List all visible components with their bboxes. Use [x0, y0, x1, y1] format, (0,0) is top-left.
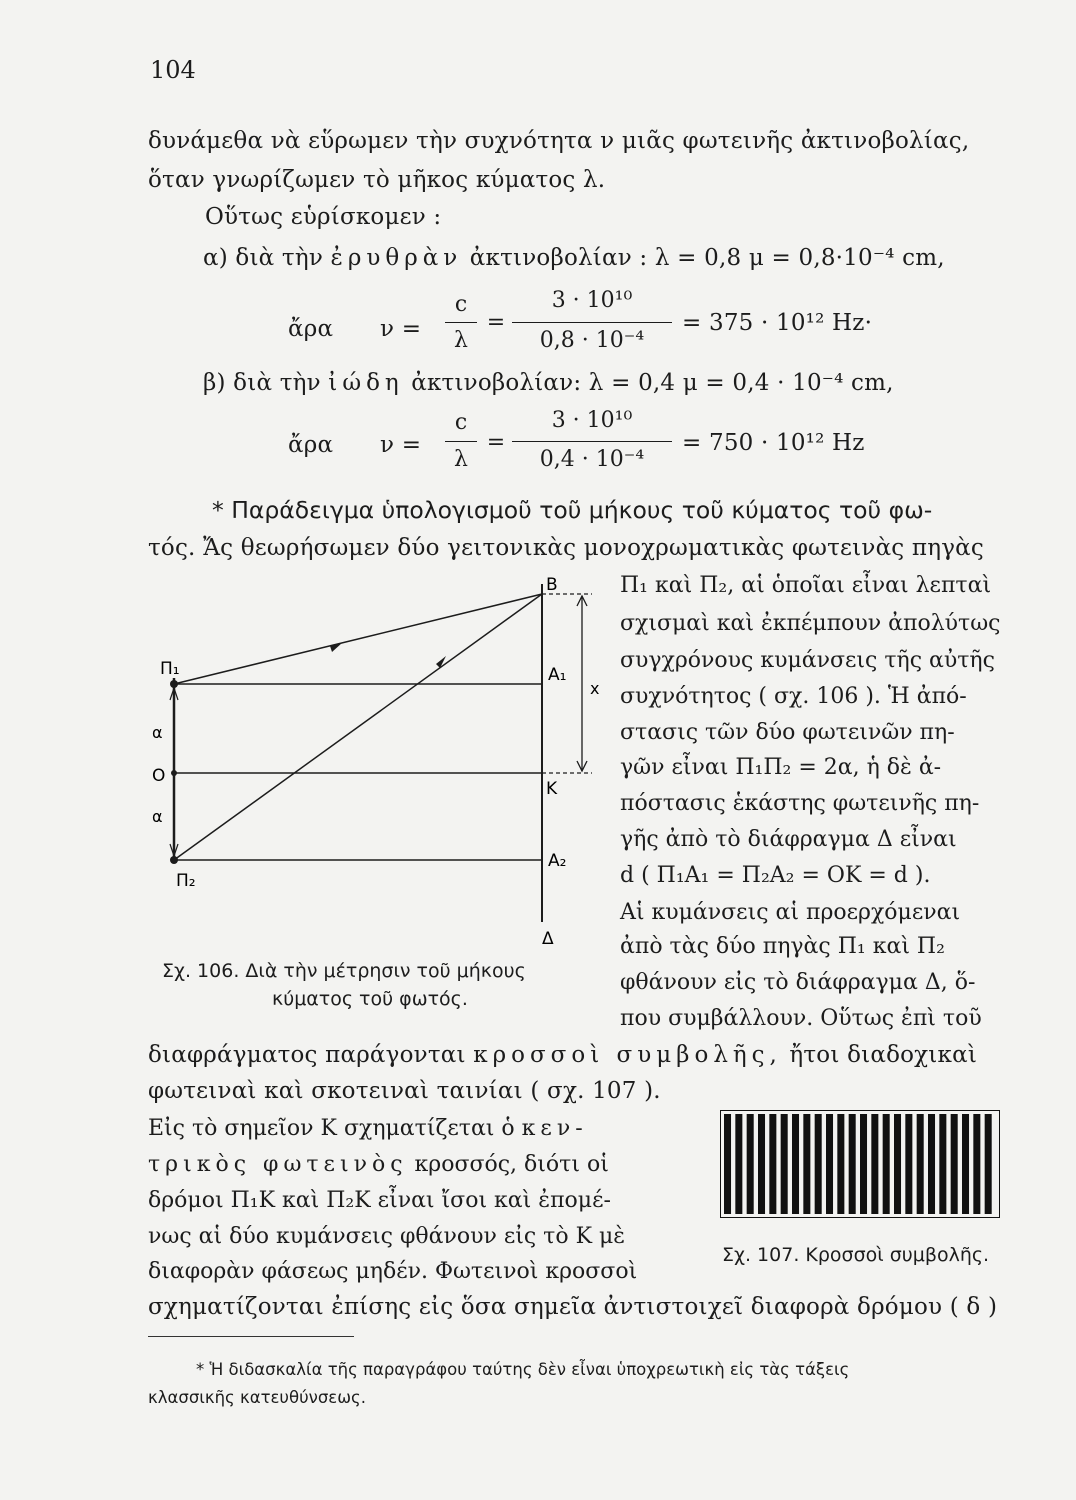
formula1-c: c: [454, 292, 468, 317]
label-p1: Π₁: [160, 659, 180, 679]
figure-106-diagram: [140, 560, 620, 960]
left-text-5: διαφορὰν φάσεως μηδέν. Φωτεινοὶ κροσσοὶ: [148, 1259, 638, 1284]
dark-fringe: [747, 1114, 754, 1214]
ray-p2-b: [174, 594, 542, 860]
formula2-bar-a: [445, 441, 477, 442]
formula2-ara: ἄρα: [288, 432, 334, 458]
formula1-bar-b: [512, 322, 672, 323]
formula1-result: = 375 · 10¹² Hz·: [682, 310, 873, 336]
formula2-bar-b: [512, 441, 672, 442]
formula1-lhs: ν =: [380, 316, 422, 342]
left-text-1-main: Εἰς τὸ σημεῖον K σχηματίζεται ὁ: [148, 1116, 515, 1141]
violet-rest: ἀκτινοβολίαν: λ = 0,4 μ = 0,4 · 10⁻⁴ cm,: [411, 370, 894, 396]
side-text-7: πόστασις ἑκάστης φωτεινῆς πη-: [620, 791, 980, 816]
full-line-1-rest: ἤτοι διαδοχικαὶ: [789, 1042, 978, 1068]
formula1-lambda: λ: [454, 328, 468, 353]
footnote-line-1: * Ἡ διδασκαλία τῆς παραγράφου ταύτης δὲν εἶναι ὑποχρεωτικὴ εἰς τὰς τάξεις: [196, 1360, 850, 1379]
label-p2: Π₂: [176, 871, 196, 891]
red-rest: ἀκτινοβολίαν : λ = 0,8 μ = 0,8·10⁻⁴ cm,: [469, 245, 945, 271]
formula2-lhs: ν =: [380, 432, 422, 458]
label-a2: A₂: [548, 851, 567, 871]
ray-p1-b: [174, 594, 542, 684]
dark-fringe: [905, 1114, 912, 1214]
dark-fringe: [928, 1114, 935, 1214]
label-x: x: [590, 679, 600, 698]
formula2-num: 3 · 10¹⁰: [551, 408, 633, 433]
left-text-3: δρόμοι Π₁K καὶ Π₂K εἶναι ἴσοι καὶ ἐπομέ-: [148, 1188, 611, 1213]
label-delta: Δ: [542, 929, 554, 949]
source-p2-dot: [170, 856, 178, 864]
dark-fringe: [815, 1114, 822, 1214]
source-p1-dot: [170, 680, 178, 688]
page-number: 104: [150, 56, 196, 84]
side-text-8: γῆς ἀπὸ τὸ διάφραγμα Δ εἶναι: [620, 827, 957, 852]
label-k: K: [546, 779, 558, 799]
center-o-dot: [171, 770, 177, 776]
figure-107-caption: Σχ. 107. Κροσσοὶ συμβολῆς.: [722, 1244, 990, 1266]
full-line-1: [148, 1042, 977, 1068]
dark-fringe: [871, 1114, 878, 1214]
dark-fringe: [735, 1114, 742, 1214]
label-o: O: [152, 766, 166, 786]
last-line: σχηματίζονται ἐπίσης εἰς ὅσα σημεῖα ἀντιστοιχεῖ διαφορὰ δρόμου ( δ ): [148, 1294, 998, 1320]
label-b: B: [546, 575, 558, 595]
figure-107-fringes: [720, 1110, 1000, 1218]
formula1-ara: ἄρα: [288, 316, 334, 342]
footnote-rule: [148, 1336, 354, 1337]
figure-106-caption-line2: κύματος τοῦ φωτός.: [272, 988, 468, 1010]
text-line-9: τός. Ἄς θεωρήσωμεν δύο γειτονικὰς μονοχρωματικὰς φωτεινὰς πηγὰς: [148, 535, 984, 561]
side-text-9: d ( Π₁A₁ = Π₂A₂ = OK = d ).: [620, 863, 931, 888]
formula2-c: c: [454, 410, 468, 435]
text-line-1: δυνάμεθα νὰ εὕρωμεν τὴν συχνότητα ν μιᾶς φωτεινῆς ἀκτινοβολίας,: [148, 128, 970, 154]
red-prefix: α) διὰ τὴν: [203, 245, 324, 271]
dark-fringe: [951, 1114, 958, 1214]
side-text-12: φθάνουν εἰς τὸ διάφραγμα Δ, ὅ-: [620, 970, 976, 995]
formula1-eq: =: [486, 310, 506, 335]
text-line-3: Οὕτως εὑρίσκομεν :: [205, 204, 442, 230]
label-a-top: α: [152, 723, 163, 742]
full-line-2: φωτειναὶ καὶ σκοτειναὶ ταινίαι ( σχ. 107 ).: [148, 1078, 661, 1104]
dark-fringe: [973, 1114, 980, 1214]
dark-fringe: [894, 1114, 901, 1214]
dark-fringe: [860, 1114, 867, 1214]
dark-fringe: [826, 1114, 833, 1214]
dark-fringe: [769, 1114, 776, 1214]
red-word: ἐρυθρὰν: [330, 245, 463, 271]
dark-fringe: [883, 1114, 890, 1214]
figure-106-caption-line1: Σχ. 106. Διὰ τὴν μέτρησιν τοῦ μήκους: [162, 960, 526, 982]
formula1-num: 3 · 10¹⁰: [551, 288, 633, 313]
dark-fringe: [985, 1114, 992, 1214]
dark-fringe: [849, 1114, 856, 1214]
left-text-1: [148, 1116, 588, 1141]
full-line-1-prefix: διαφράγματος παράγονται: [148, 1042, 466, 1068]
side-text-5: στασις τῶν δύο φωτεινῶν πη-: [620, 720, 955, 745]
formula1-den: 0,8 · 10⁻⁴: [539, 328, 645, 353]
left-text-1-spaced: κεν-: [521, 1116, 588, 1141]
dark-fringe: [758, 1114, 765, 1214]
dark-fringe: [792, 1114, 799, 1214]
dark-fringe: [837, 1114, 844, 1214]
dark-fringe: [939, 1114, 946, 1214]
left-text-2-rest: κροσσός, διότι οἱ: [414, 1152, 609, 1177]
footnote-line-2: κλασσικῆς κατευθύνσεως.: [148, 1388, 366, 1407]
left-text-4: νως αἱ δύο κυμάνσεις φθάνουν εἰς τὸ K μὲ: [148, 1224, 626, 1249]
dark-fringe: [917, 1114, 924, 1214]
side-text-3: συγχρόνους κυμάνσεις τῆς αὐτῆς: [620, 648, 995, 673]
formula2-den: 0,4 · 10⁻⁴: [539, 447, 645, 472]
dark-fringe: [803, 1114, 810, 1214]
violet-radiation-line: [203, 370, 894, 396]
violet-word: ἰώδη: [328, 370, 404, 396]
left-text-2-spaced: τρικὸς φωτεινὸς: [148, 1152, 408, 1177]
example-heading-line: * Παράδειγμα ὑπολογισμοῦ τοῦ μήκους τοῦ κύματος τοῦ φω-: [212, 496, 933, 524]
label-a1: A₁: [548, 665, 567, 685]
formula2-eq: =: [486, 430, 506, 455]
side-text-4: συχνότητος ( σχ. 106 ). Ἡ ἀπό-: [620, 684, 967, 709]
side-text-1: Π₁ καὶ Π₂, αἱ ὁποῖαι εἶναι λεπταὶ: [620, 573, 992, 598]
dark-fringe: [962, 1114, 969, 1214]
side-text-11: ἀπὸ τὰς δύο πηγὰς Π₁ καὶ Π₂: [620, 934, 945, 959]
side-text-6: γῶν εἶναι Π₁Π₂ = 2α, ἡ δὲ ἀ-: [620, 755, 942, 780]
text-line-2: ὅταν γνωρίζωμεν τὸ μῆκος κύματος λ.: [148, 167, 606, 193]
full-line-1-spaced: κροσσοὶ συμβολῆς,: [473, 1042, 782, 1068]
formula2-result: = 750 · 10¹² Hz: [682, 430, 865, 456]
side-text-10: Αἱ κυμάνσεις αἱ προερχόμεναι: [620, 900, 961, 925]
red-radiation-line: [203, 245, 945, 271]
side-text-13: που συμβάλλουν. Οὕτως ἐπὶ τοῦ: [620, 1006, 982, 1031]
formula1-bar-a: [445, 322, 477, 323]
dark-fringe: [724, 1114, 731, 1214]
dark-fringe: [781, 1114, 788, 1214]
formula2-lambda: λ: [454, 447, 468, 472]
left-text-2: [148, 1152, 609, 1177]
label-a-bottom: α: [152, 807, 163, 826]
violet-prefix: β) διὰ τὴν: [203, 370, 321, 396]
side-text-2: σχισμαὶ καὶ ἐκπέμπουν ἀπολύτως: [620, 611, 1001, 636]
